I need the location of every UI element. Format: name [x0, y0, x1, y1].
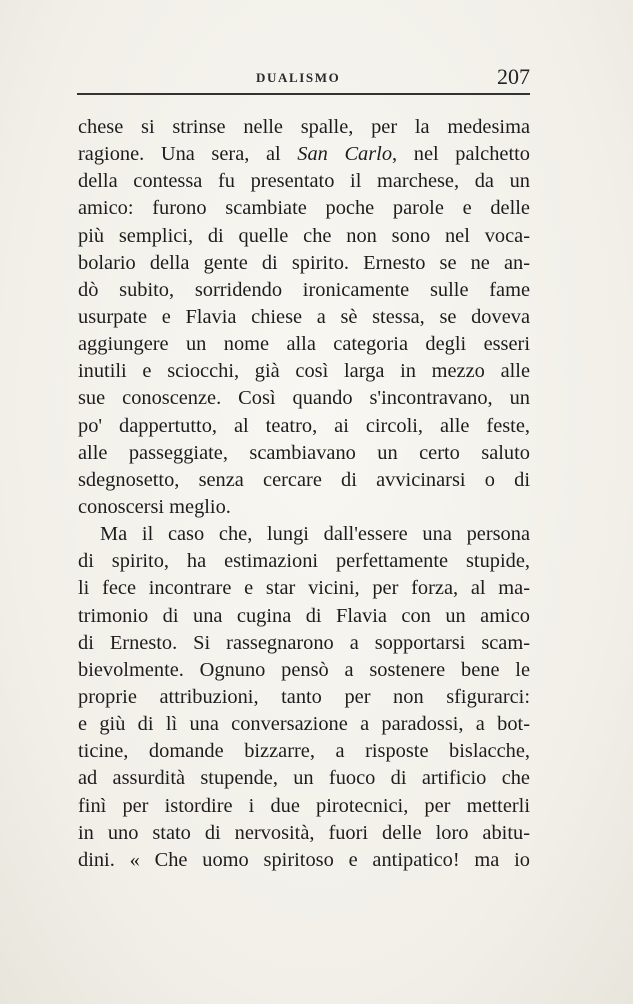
- text-line: sdegnosetto, senza cercare di avvicinarsi o di: [78, 468, 530, 491]
- text-line: trimonio di una cugina di Flavia con un amico: [78, 604, 530, 627]
- page-number: 207: [497, 64, 530, 89]
- text-line: bolario della gente di spirito. Ernesto se ne an-: [78, 251, 530, 274]
- text-line: usurpate e Flavia chiese a sè stessa, se doveva: [78, 305, 530, 328]
- text-line: e giù di lì una conversazione a paradossi, a bot-: [78, 713, 530, 736]
- text-line: aggiungere un nome alla categoria degli esseri: [78, 333, 530, 356]
- text-line: in uno stato di nervosità, fuori delle loro abitu-: [78, 821, 530, 844]
- header-rule: [77, 93, 530, 95]
- running-header: [78, 66, 530, 90]
- text-line: bievolmente. Ognuno pensò a sostenere bene le: [78, 658, 530, 681]
- text-line: proprie attribuzioni, tanto per non sfigurarci:: [78, 685, 530, 708]
- text-line: più semplici, di quelle che non sono nel voca-: [78, 224, 530, 247]
- italic-title: San Carlo: [297, 143, 393, 166]
- text-line: dò subito, sorridendo ironicamente sulle fame: [78, 278, 530, 301]
- text-line: Ma il caso che, lungi dall'essere una persona: [100, 523, 530, 546]
- text-line: po' dappertutto, al teatro, ai circoli, alle feste,: [78, 414, 530, 437]
- text-line: chese si strinse nelle spalle, per la medesima: [78, 116, 530, 138]
- text-line: di spirito, ha estimazioni perfettamente stupide,: [78, 550, 530, 573]
- text-line: conoscersi meglio.: [78, 495, 231, 518]
- text-line: sue conoscenze. Così quando s'incontravano, un: [78, 387, 530, 410]
- text-line: di Ernesto. Si rassegnarono a sopportarsi scam-: [78, 631, 530, 654]
- text-line: ad assurdità stupende, un fuoco di artificio che: [78, 767, 530, 790]
- text-line: alle passeggiate, scambiavano un certo saluto: [78, 441, 530, 464]
- text-line: ticine, domande bizzarre, a risposte bislacche,: [78, 740, 530, 763]
- text-line: dini. « Che uomo spiritoso e antipatico! ma io: [78, 848, 530, 871]
- body-text: [78, 114, 530, 874]
- text-line: della contessa fu presentato il marchese, da un: [78, 170, 530, 193]
- text-line: li fece incontrare e star vicini, per forza, al ma-: [78, 577, 530, 600]
- text-line: finì per istordire i due pirotecnici, per metterli: [78, 794, 530, 817]
- text-line: ragione. Una sera, al San Carlo, nel palchetto: [78, 143, 530, 166]
- running-title: DUALISMO: [256, 70, 341, 85]
- text-line: inutili e sciocchi, già così larga in mezzo alle: [78, 360, 530, 383]
- text-line: amico: furono scambiate poche parole e delle: [78, 197, 530, 220]
